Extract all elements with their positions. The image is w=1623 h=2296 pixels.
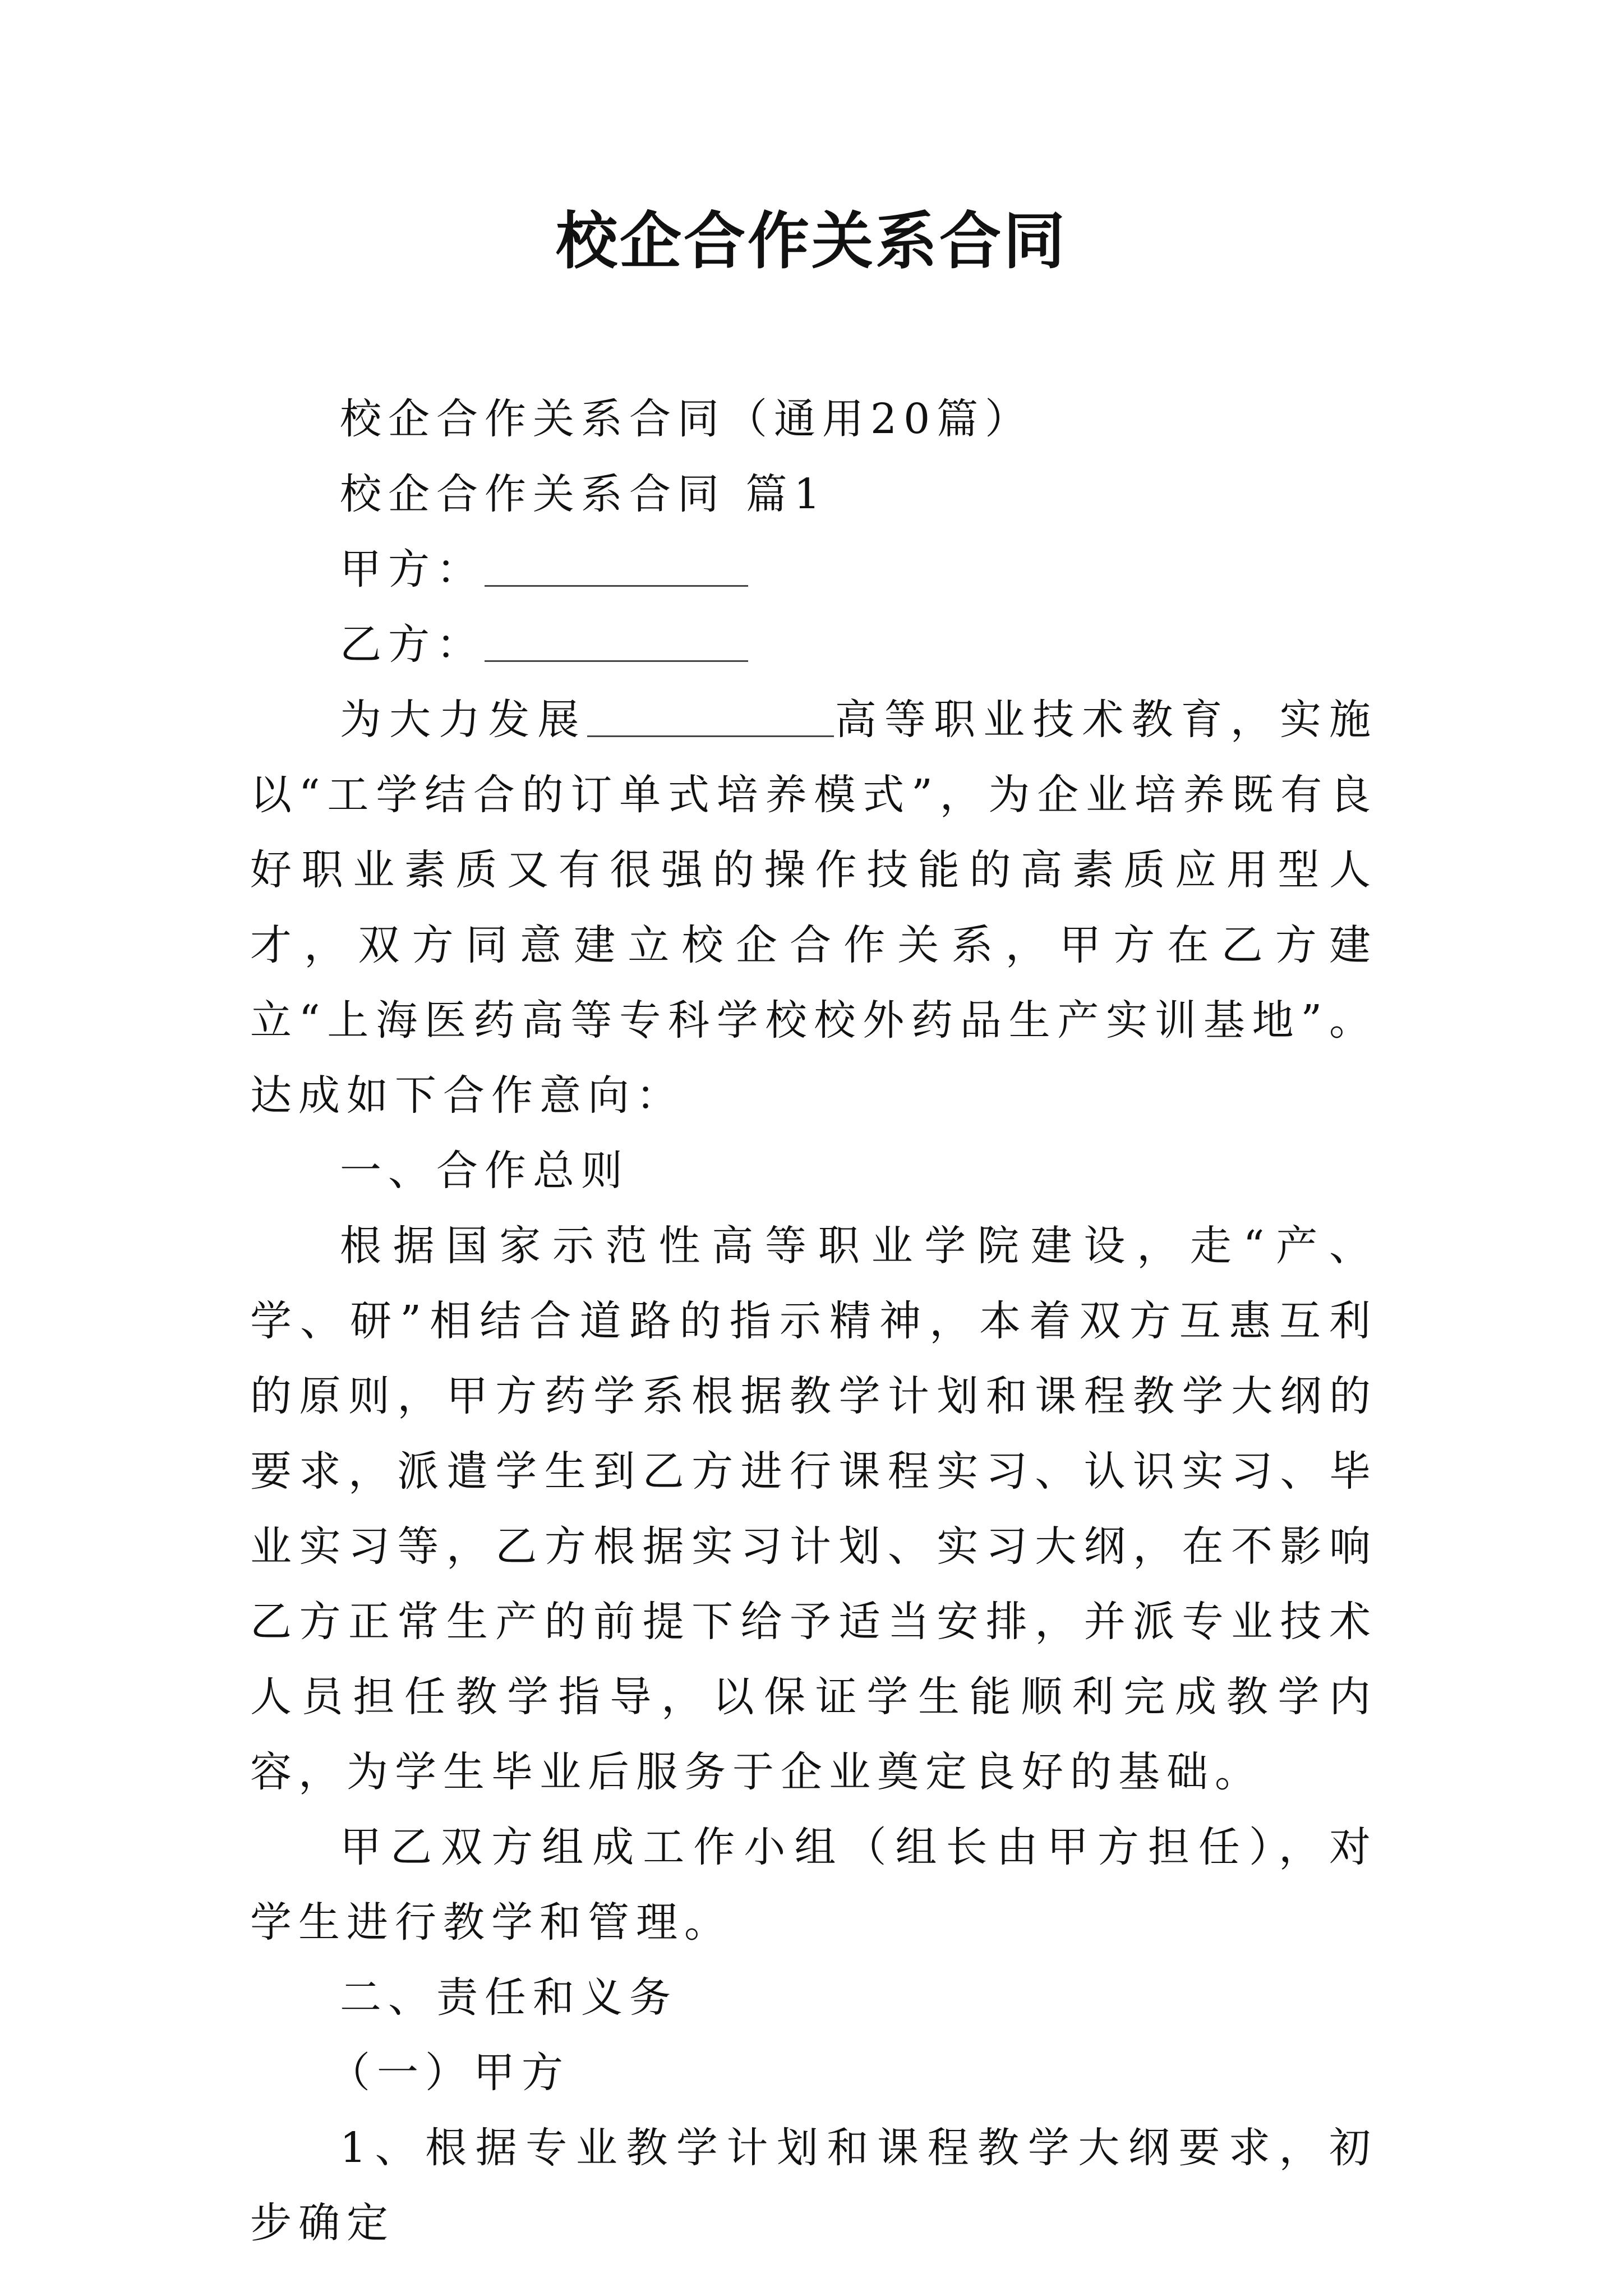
subtitle: 校企合作关系合同（通用20篇） [340,395,1034,443]
intro-pre-blank: 为大力发展 [340,696,587,744]
intro-blank [587,694,834,737]
heading-1: 一、合作总则 [340,1147,629,1195]
party-b-label: 乙方： [340,620,485,669]
party-a-blank [485,544,748,587]
document-title: 校企合作关系合同 [556,205,1067,277]
paragraph-1: 根据国家示范性高等职业学院建设，走“产、学、研”相结合道路的指示精神，本着双方互惠互利的原则，甲方药学系根据教学计划和课程教学大纲的要求，派遣学生到乙方进行课程实习、认识实习、毕业实习等，乙方根据实习计划、实习大纲，在不影响乙方正常生产的前提下给予适当安排，并派专业技术人员担任教学指导，以保证学生能顺利完成教学内容，为学生毕业后服务于企业奠定良好的基础。 [250,1222,1377,1796]
party-b-blank [485,619,748,662]
sub-heading-a: （一）甲方 [329,2049,570,2097]
item-1: 1、根据专业教学计划和课程教学大纲要求，初步确定 [250,2124,1377,2247]
heading-2: 二、责任和义务 [340,1973,677,2022]
document-body [250,381,1377,2261]
party-b-line [250,607,1377,682]
intro-paragraph [250,682,1377,1133]
party-a-line [250,532,1377,607]
party-a-label: 甲方： [340,545,485,593]
section-heading: 校企合作关系合同 篇1 [340,470,827,518]
intro-post-blank: 高等职业技术教育，实施以“工学结合的订单式培养模式”，为企业培养既有良好职业素质又有很强的操作技能的高素质应用型人才，双方同意建立校企合作关系，甲方在乙方建立“上海医药高等专科学校校外药品生产实训基地”。达成如下合作意向： [250,696,1377,1120]
paragraph-2: 甲乙双方组成工作小组（组长由甲方担任），对学生进行教学和管理。 [250,1823,1377,1947]
